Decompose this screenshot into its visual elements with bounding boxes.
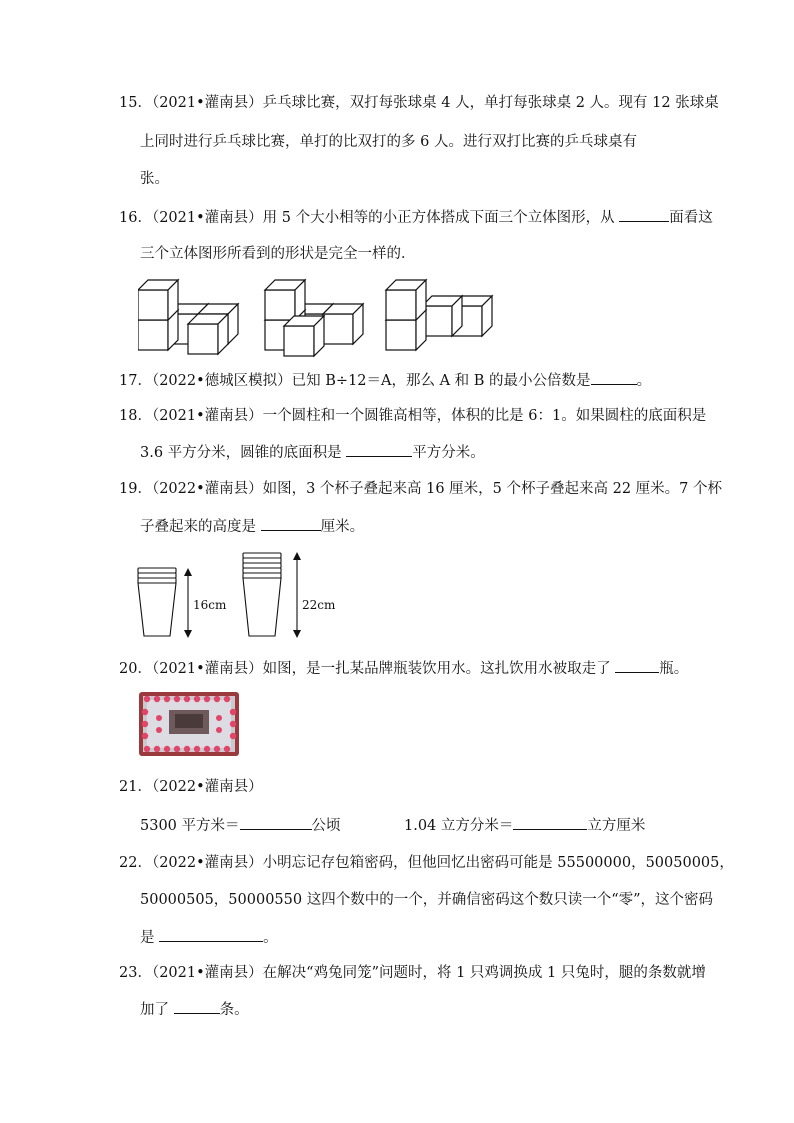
q23-line2 (140, 999, 249, 1020)
cups-figure (132, 550, 352, 645)
q19-text-a: 子叠起来的高度是 (140, 519, 261, 535)
q21-part2 (404, 815, 645, 836)
q22-answer-blank[interactable] (159, 927, 263, 942)
q18-text-b: 平方分米。 (412, 445, 485, 461)
q21-part1-text-b: 公顷 (311, 818, 341, 834)
water-pack-photo (139, 692, 239, 756)
q23-line1: 23．（2021•灌南县）在解决“鸡兔同笼”问题时，将 1 只鸡调换成 1 只兔时，腿的条数就增 (119, 965, 706, 981)
q22-line1: 22．（2022•灌南县）小明忘记存包箱密码，但他回忆出密码可能是 55500000，50050005， (119, 855, 734, 871)
q23-answer-blank[interactable] (174, 999, 220, 1014)
q16-text-a: 16．（2021•灌南县）用 5 个大小相等的小正方体搭成下面三个立体图形，从 (119, 210, 620, 226)
q19-line1: 19．（2022•灌南县）如图，3 个杯子叠起来高 16 厘米，5 个杯子叠起来高 22 厘米。7 个杯 (119, 481, 722, 497)
q19-answer-blank[interactable] (261, 516, 321, 531)
q16-answer-blank[interactable] (619, 207, 669, 222)
q18-line1: 18．（2021•灌南县）一个圆柱和一个圆锥高相等，体积的比是 6：1。如果圆柱的底面积是 (119, 408, 707, 424)
q15-line2: 上同时进行乒乓球比赛，单打的比双打的多 6 人。进行双打比赛的乒乓球桌有 (140, 134, 637, 150)
cube-figure-3 (386, 280, 492, 350)
label-16cm: 16cm (193, 598, 227, 612)
cube-figures (138, 278, 498, 358)
q15-line3: 张。 (140, 171, 169, 187)
q20-answer-blank[interactable] (615, 658, 659, 673)
q20-text-b: 瓶。 (659, 661, 689, 677)
q23-text-b: 条。 (219, 1002, 249, 1018)
q22-line3 (140, 927, 278, 948)
q17-text-a: 17．（2022•德城区模拟）已知 B÷12＝A，那么 A 和 B 的最小公倍数是 (119, 373, 591, 389)
q21-line1: 21．（2022•灌南县） (119, 779, 263, 795)
q16-line2: 三个立体图形所看到的形状是完全一样的． (140, 246, 416, 262)
cup-stack-3 (138, 568, 176, 636)
q22-text-a: 是 (140, 930, 160, 946)
q15-line1: 15．（2021•灌南县）乒乓球比赛，双打每张球桌 4 人，单打每张球桌 2 人。现有 12 张球桌 (119, 95, 719, 111)
q20-text-a: 20．（2021•灌南县）如图，是一扎某品牌瓶装饮用水。这扎饮用水被取走了 (119, 661, 616, 677)
cube-figure-2 (265, 280, 363, 356)
q19-line2 (140, 516, 364, 537)
q20-line1 (119, 658, 688, 679)
q21-part2-text-a: 1.04 立方分米＝ (404, 818, 514, 834)
q21-part2-blank[interactable] (513, 815, 587, 830)
q23-text-a: 加了 (140, 1002, 174, 1018)
q16-text-b: 面看这 (669, 210, 713, 226)
q21-part1-text-a: 5300 平方米＝ (140, 818, 240, 834)
q17-text-b: 。 (636, 373, 652, 389)
q16-line1 (119, 207, 713, 228)
label-22cm: 22cm (302, 598, 336, 612)
cube-figure-1 (138, 280, 238, 354)
q18-text-a: 3.6 平方分米，圆锥的底面积是 (140, 445, 347, 461)
q21-part1 (140, 815, 341, 836)
q22-line2: 50000505，50000550 这四个数中的一个，并确信密码这个数只读一个“零”，这个密码 (140, 892, 714, 908)
q22-text-b: 。 (263, 930, 278, 946)
q21-part2-text-b: 立方厘米 (587, 818, 646, 834)
q21-part1-blank[interactable] (240, 815, 312, 830)
q17-line1 (119, 370, 651, 391)
cup-stack-5 (243, 553, 281, 636)
q18-answer-blank[interactable] (346, 442, 412, 457)
q19-text-b: 厘米。 (320, 519, 365, 535)
q17-answer-blank[interactable] (591, 370, 637, 385)
q18-line2 (140, 442, 485, 463)
